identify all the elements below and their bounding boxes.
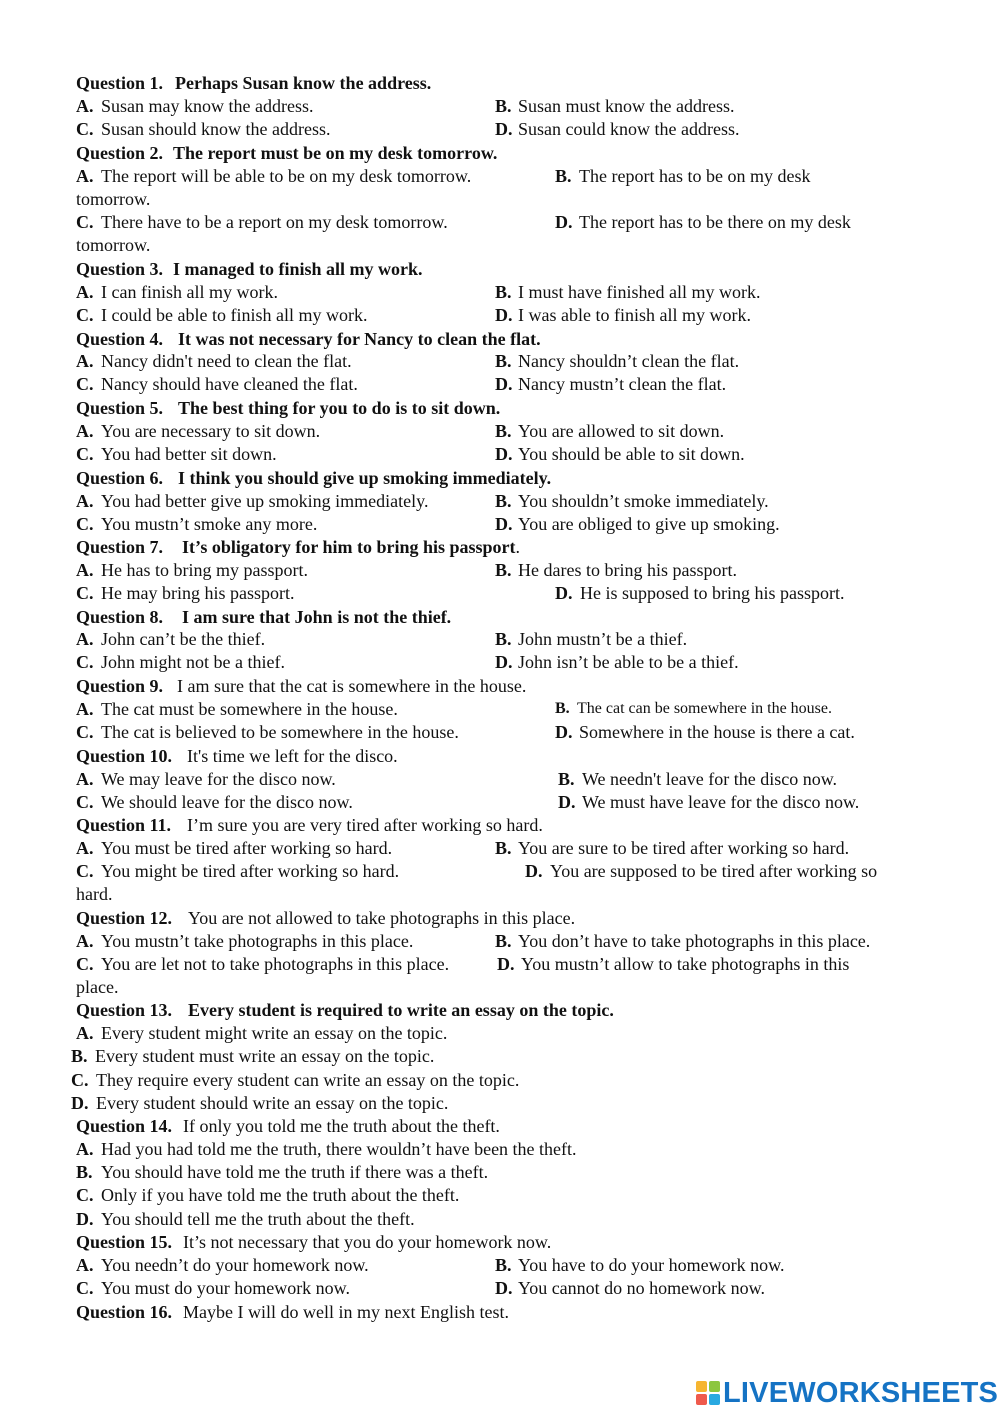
option-label[interactable]: B.: [71, 1046, 88, 1066]
option-text[interactable]: Somewhere in the house is there a cat.: [579, 722, 855, 742]
option-text[interactable]: Nancy should have cleaned the flat.: [101, 374, 358, 394]
question-9-stem: [0, 674, 1000, 698]
question-text: It’s not necessary that you do your homework now.: [183, 1232, 552, 1252]
option-row: [0, 1160, 1000, 1184]
option-label[interactable]: A.: [76, 1139, 94, 1159]
question-1-stem: [0, 71, 1000, 95]
option-text[interactable]: You must be tired after working so hard.: [101, 838, 393, 858]
option-label[interactable]: A.: [76, 282, 94, 302]
option-row: [0, 1068, 1000, 1092]
option-text[interactable]: The cat must be somewhere in the house.: [101, 699, 398, 719]
question-label: Question 8.: [76, 607, 164, 627]
option-row: [0, 836, 1000, 860]
option-label[interactable]: A.: [76, 699, 94, 719]
option-text[interactable]: He is supposed to bring his passport.: [580, 583, 845, 603]
option-label[interactable]: C.: [76, 722, 94, 742]
question-12-stem: [0, 906, 1000, 930]
option-text-wrap[interactable]: tomorrow.: [76, 189, 151, 209]
option-label[interactable]: A.: [76, 166, 94, 186]
option-label[interactable]: A.: [76, 351, 94, 371]
question-text: The best thing for you to do is to sit down.: [178, 398, 501, 418]
option-text[interactable]: The report has to be there on my desk: [579, 212, 851, 232]
question-3-stem: [0, 257, 1000, 281]
option-label[interactable]: C.: [76, 212, 94, 232]
option-text[interactable]: Had you had told me the truth, there wouldn’t have been the theft.: [101, 1139, 577, 1159]
option-label[interactable]: D.: [71, 1093, 89, 1113]
option-text[interactable]: John might not be a thief.: [101, 652, 285, 672]
question-label: Question 13.: [76, 1000, 173, 1020]
option-text[interactable]: You shouldn’t smoke immediately.: [518, 491, 769, 511]
option-text[interactable]: They require every student can write an essay on the topic.: [96, 1070, 520, 1090]
option-text[interactable]: You might be tired after working so hard.: [101, 861, 400, 881]
option-label[interactable]: B.: [495, 1255, 512, 1275]
option-wrap: [0, 975, 1000, 999]
option-text[interactable]: You mustn’t take photographs in this place.: [101, 931, 414, 951]
logo-tile: [696, 1394, 707, 1405]
option-row: [0, 859, 1000, 883]
question-label: Question 4.: [76, 329, 164, 349]
question-label: Question 10.: [76, 746, 173, 766]
option-label[interactable]: B.: [495, 629, 512, 649]
option-label[interactable]: B.: [495, 931, 512, 951]
option-text[interactable]: We needn't leave for the disco now.: [582, 769, 838, 789]
option-text[interactable]: I can finish all my work.: [101, 282, 278, 302]
option-label[interactable]: C.: [76, 652, 94, 672]
logo-tile: [709, 1381, 720, 1392]
option-row: [0, 349, 1000, 373]
option-text[interactable]: You should be able to sit down.: [518, 444, 745, 464]
question-label: Question 9.: [76, 676, 164, 696]
option-label[interactable]: A.: [76, 1023, 94, 1043]
question-text: The report must be on my desk tomorrow.: [173, 143, 498, 163]
option-label[interactable]: C.: [76, 305, 94, 325]
option-label[interactable]: C.: [71, 1070, 89, 1090]
question-7-stem: [0, 535, 1000, 559]
question-14-stem: [0, 1114, 1000, 1138]
option-label[interactable]: D.: [495, 374, 513, 394]
option-row: [0, 952, 1000, 976]
option-text-wrap[interactable]: tomorrow.: [76, 235, 151, 255]
option-label[interactable]: A.: [76, 838, 94, 858]
question-text: Every student is required to write an essay on the topic.: [188, 1000, 614, 1020]
question-label: Question 6.: [76, 468, 164, 488]
question-text: It was not necessary for Nancy to clean the flat.: [178, 329, 541, 349]
option-text[interactable]: You don’t have to take photographs in this place.: [518, 931, 871, 951]
option-text[interactable]: You are supposed to be tired after working so: [550, 861, 878, 881]
option-row: [0, 558, 1000, 582]
option-text[interactable]: Susan must know the address.: [518, 96, 735, 116]
option-text[interactable]: The report will be able to be on my desk tomorrow.: [101, 166, 472, 186]
option-row: [0, 1137, 1000, 1161]
option-label[interactable]: B.: [495, 351, 512, 371]
question-label: Question 5.: [76, 398, 164, 418]
question-10-stem: [0, 744, 1000, 768]
option-label[interactable]: B.: [495, 838, 512, 858]
option-row: [0, 1021, 1000, 1045]
option-row: [0, 581, 1000, 605]
option-text[interactable]: The cat can be somewhere in the house.: [577, 700, 833, 717]
question-text: I’m sure you are very tired after working so hard.: [187, 815, 543, 835]
question-text: I am sure that John is not the thief.: [182, 607, 452, 627]
option-row: [0, 1044, 1000, 1068]
option-row: [0, 697, 1000, 721]
question-11-stem: [0, 813, 1000, 837]
option-label[interactable]: D.: [495, 119, 513, 139]
option-text[interactable]: He has to bring my passport.: [101, 560, 308, 580]
option-row: [0, 280, 1000, 304]
option-label[interactable]: C.: [76, 861, 94, 881]
option-row: [0, 303, 1000, 327]
option-wrap: [0, 233, 1000, 257]
question-text: Perhaps Susan know the address.: [175, 73, 432, 93]
option-label[interactable]: A.: [76, 560, 94, 580]
option-text[interactable]: You needn’t do your homework now.: [101, 1255, 369, 1275]
option-label[interactable]: D.: [525, 861, 543, 881]
option-label[interactable]: C.: [76, 792, 94, 812]
brand-name: LIVEWORKSHEETS: [723, 1377, 999, 1409]
option-label[interactable]: B.: [555, 700, 570, 717]
option-row: [0, 419, 1000, 443]
option-text[interactable]: You must do your homework now.: [101, 1278, 351, 1298]
option-label[interactable]: A.: [76, 421, 94, 441]
option-text[interactable]: There have to be a report on my desk tomorrow.: [101, 212, 448, 232]
option-label[interactable]: C.: [76, 954, 94, 974]
question-text: I think you should give up smoking immediately.: [178, 468, 552, 488]
option-text[interactable]: I was able to finish all my work.: [518, 305, 751, 325]
option-label[interactable]: D.: [555, 212, 573, 232]
option-row: [0, 117, 1000, 141]
option-row: [0, 1091, 1000, 1115]
question-16-stem: [0, 1300, 1000, 1324]
option-row: [0, 372, 1000, 396]
question-label: Question 1.: [76, 73, 164, 93]
option-text[interactable]: You are sure to be tired after working so hard.: [518, 838, 850, 858]
option-text[interactable]: Nancy shouldn’t clean the flat.: [518, 351, 740, 371]
option-label[interactable]: D.: [497, 954, 515, 974]
option-label[interactable]: C.: [76, 1185, 94, 1205]
option-text[interactable]: You had better sit down.: [101, 444, 277, 464]
option-row: [0, 1207, 1000, 1231]
logo-tile: [696, 1381, 707, 1392]
option-label[interactable]: D.: [495, 1278, 513, 1298]
option-label[interactable]: D.: [555, 583, 573, 603]
option-label[interactable]: C.: [76, 1278, 94, 1298]
option-text[interactable]: You had better give up smoking immediately.: [101, 491, 429, 511]
option-row: [0, 1183, 1000, 1207]
option-text[interactable]: We must have leave for the disco now.: [582, 792, 860, 812]
option-label[interactable]: B.: [495, 96, 512, 116]
option-label[interactable]: D.: [495, 514, 513, 534]
option-text[interactable]: Susan could know the address.: [518, 119, 740, 139]
option-text[interactable]: John can’t be the thief.: [101, 629, 266, 649]
question-5-stem: [0, 396, 1000, 420]
option-label[interactable]: D.: [495, 652, 513, 672]
option-label[interactable]: B.: [495, 282, 512, 302]
option-text-wrap[interactable]: hard.: [76, 884, 113, 904]
option-label[interactable]: D.: [495, 444, 513, 464]
option-text[interactable]: You are let not to take photographs in this place.: [101, 954, 450, 974]
option-row: [0, 767, 1000, 791]
option-text-wrap[interactable]: place.: [76, 977, 119, 997]
option-label[interactable]: B.: [76, 1162, 93, 1182]
option-text[interactable]: You are necessary to sit down.: [101, 421, 321, 441]
option-label[interactable]: C.: [76, 119, 94, 139]
question-text: It's time we left for the disco.: [187, 746, 398, 766]
option-text[interactable]: Susan may know the address.: [101, 96, 314, 116]
option-label[interactable]: A.: [76, 1255, 94, 1275]
option-text[interactable]: You mustn’t allow to take photographs in this: [521, 954, 850, 974]
question-label: Question 16.: [76, 1302, 173, 1322]
option-row: [0, 1276, 1000, 1300]
option-text[interactable]: John mustn’t be a thief.: [518, 629, 688, 649]
option-label[interactable]: C.: [76, 444, 94, 464]
option-text[interactable]: We should leave for the disco now.: [101, 792, 353, 812]
option-row: [0, 94, 1000, 118]
question-label: Question 3.: [76, 259, 164, 279]
question-label: Question 2.: [76, 143, 164, 163]
option-label[interactable]: D.: [495, 305, 513, 325]
liveworksheets-logo-icon: [696, 1381, 720, 1405]
option-label[interactable]: A.: [76, 96, 94, 116]
option-text[interactable]: Every student must write an essay on the topic.: [95, 1046, 435, 1066]
question-15-stem: [0, 1230, 1000, 1254]
option-row: [0, 442, 1000, 466]
question-text: If only you told me the truth about the theft.: [183, 1116, 500, 1136]
option-text[interactable]: He dares to bring his passport.: [518, 560, 737, 580]
option-row: [0, 489, 1000, 513]
option-label[interactable]: C.: [76, 583, 94, 603]
option-label[interactable]: B.: [558, 769, 575, 789]
option-row: [0, 929, 1000, 953]
option-text[interactable]: John isn’t be able to be a thief.: [518, 652, 739, 672]
question-text: I managed to finish all my work.: [173, 259, 423, 279]
option-label[interactable]: B.: [495, 421, 512, 441]
option-label[interactable]: D.: [555, 722, 573, 742]
option-text[interactable]: Nancy didn't need to clean the flat.: [101, 351, 352, 371]
option-wrap: [0, 882, 1000, 906]
option-wrap: [0, 187, 1000, 211]
question-text: Maybe I will do well in my next English test.: [183, 1302, 509, 1322]
option-label[interactable]: A.: [76, 629, 94, 649]
option-label[interactable]: C.: [76, 374, 94, 394]
option-label[interactable]: B.: [495, 491, 512, 511]
question-text: It’s obligatory for him to bring his passport.: [182, 537, 521, 557]
option-text[interactable]: Only if you have told me the truth about the theft.: [101, 1185, 460, 1205]
question-label: Question 15.: [76, 1232, 173, 1252]
option-text[interactable]: I could be able to finish all my work.: [101, 305, 368, 325]
question-label: Question 14.: [76, 1116, 173, 1136]
option-text[interactable]: He may bring his passport.: [101, 583, 295, 603]
option-label[interactable]: A.: [76, 931, 94, 951]
option-label[interactable]: B.: [555, 166, 572, 186]
option-row: [0, 627, 1000, 651]
question-label: Question 11.: [76, 815, 172, 835]
option-label[interactable]: B.: [495, 560, 512, 580]
option-label[interactable]: D.: [76, 1209, 94, 1229]
question-2-stem: [0, 141, 1000, 165]
option-text[interactable]: You cannot do no homework now.: [518, 1278, 765, 1298]
question-6-stem: [0, 466, 1000, 490]
option-row: [0, 790, 1000, 814]
option-text[interactable]: I must have finished all my work.: [518, 282, 761, 302]
question-text: You are not allowed to take photographs in this place.: [188, 908, 576, 928]
question-label: Question 7.: [76, 537, 164, 557]
option-text[interactable]: Nancy mustn’t clean the flat.: [518, 374, 727, 394]
option-row: [0, 210, 1000, 234]
option-text[interactable]: We may leave for the disco now.: [101, 769, 336, 789]
question-13-stem: [0, 998, 1000, 1022]
option-row: [0, 650, 1000, 674]
option-text[interactable]: You mustn’t smoke any more.: [101, 514, 318, 534]
question-text: I am sure that the cat is somewhere in the house.: [177, 676, 527, 696]
question-4-stem: [0, 327, 1000, 351]
option-text[interactable]: Every student should write an essay on the topic.: [96, 1093, 449, 1113]
option-text[interactable]: You should tell me the truth about the theft.: [101, 1209, 415, 1229]
option-text[interactable]: You have to do your homework now.: [518, 1255, 785, 1275]
option-label[interactable]: C.: [76, 514, 94, 534]
option-label[interactable]: D.: [558, 792, 576, 812]
option-row: [0, 1253, 1000, 1277]
option-row: [0, 164, 1000, 188]
option-text[interactable]: You should have told me the truth if there was a theft.: [101, 1162, 489, 1182]
option-row: [0, 512, 1000, 536]
logo-tile: [709, 1394, 720, 1405]
option-text[interactable]: Susan should know the address.: [101, 119, 331, 139]
option-text[interactable]: You are obliged to give up smoking.: [518, 514, 780, 534]
option-text[interactable]: The report has to be on my desk: [579, 166, 811, 186]
option-label[interactable]: A.: [76, 769, 94, 789]
option-row: [0, 720, 1000, 744]
question-label: Question 12.: [76, 908, 173, 928]
question-8-stem: [0, 605, 1000, 629]
option-text[interactable]: Every student might write an essay on the topic.: [101, 1023, 448, 1043]
option-text[interactable]: The cat is believed to be somewhere in the house.: [101, 722, 459, 742]
option-label[interactable]: A.: [76, 491, 94, 511]
option-text[interactable]: You are allowed to sit down.: [518, 421, 725, 441]
